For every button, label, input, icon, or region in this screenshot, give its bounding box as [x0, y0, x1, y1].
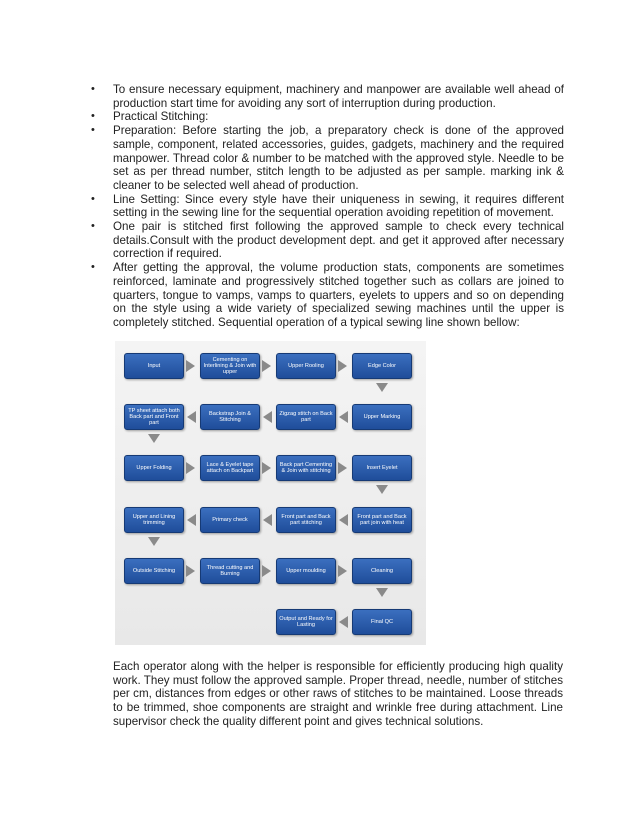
arrow-down-icon — [376, 485, 388, 494]
bullet-icon: • — [91, 261, 95, 274]
arrow-down-icon — [376, 383, 388, 392]
arrow-right-icon — [186, 462, 195, 474]
step-zigzag: Zigzag stitch on Back part — [276, 404, 336, 430]
list-item — [90, 261, 564, 330]
arrow-down-icon — [148, 434, 160, 443]
step-front-back-stitching: Front part and Back part stitching — [276, 507, 336, 533]
bullet-text: One pair is stitched first following the approved sample to check every technical details.Consult with the product development dept. and get it approved after necessary correction if required. — [113, 220, 564, 261]
arrow-left-icon — [339, 616, 348, 628]
bullet-text: Preparation: Before starting the job, a preparatory check is done of the approved sample, component, related accessories, guides, gadgets, machinery and the required manpower. Thread color & number to be matched with the approved style. Needle to be set as per thread number, stitch length to be adjusted as per sample. marking ink & cleaner to be selected well ahead of production. — [113, 124, 564, 192]
sewing-line-flowchart — [115, 341, 426, 645]
step-input: Input — [124, 353, 184, 379]
list-item — [90, 110, 564, 124]
arrow-right-icon — [338, 360, 347, 372]
arrow-down-icon — [148, 537, 160, 546]
bullet-text: To ensure necessary equipment, machinery and manpower are available well ahead of production start time for avoiding any sort of interruption during production. — [113, 83, 564, 110]
list-item — [90, 193, 564, 220]
bullet-icon: • — [91, 192, 95, 205]
step-upper-folding: Upper Folding — [124, 455, 184, 481]
arrow-left-icon — [263, 411, 272, 423]
arrow-left-icon — [187, 411, 196, 423]
closing-paragraph: Each operator along with the helper is responsible for efficiently producing high quality work. They must follow the approved sample. Proper thread, needle, number of stitches per cm, distances from edges or other raws of stitches to be maintained. Loose threads to be trimmed, shoe components are straight and wrinkle free during attachment. Line supervisor check the quality different point and gives technical solutions. — [113, 660, 563, 728]
bullet-text: Practical Stitching: — [113, 110, 209, 124]
arrow-right-icon — [186, 565, 195, 577]
arrow-left-icon — [339, 411, 348, 423]
step-edge-color: Edge Color — [352, 353, 412, 379]
step-upper-marking: Upper Marking — [352, 404, 412, 430]
step-cleaning: Cleaning — [352, 558, 412, 584]
step-upper-moulding: Upper moulding — [276, 558, 336, 584]
arrow-left-icon — [187, 514, 196, 526]
step-lace-eyelet: Lace & Eyelet tape attach on Backpart — [200, 455, 260, 481]
arrow-right-icon — [262, 462, 271, 474]
step-output: Output and Ready for Lasting — [276, 609, 336, 635]
arrow-down-icon — [376, 588, 388, 597]
arrow-left-icon — [339, 514, 348, 526]
arrow-right-icon — [338, 565, 347, 577]
step-front-back-heat: Front part and Back part join with heat — [352, 507, 412, 533]
arrow-right-icon — [262, 360, 271, 372]
list-item — [90, 83, 564, 110]
step-thread-cutting: Thread cutting and Burning — [200, 558, 260, 584]
list-item — [90, 220, 564, 261]
bullet-text: Line Setting: Since every style have their uniqueness in sewing, it requires different setting in the sewing line for the sequential operation avoiding repetition of movement. — [113, 192, 564, 220]
arrow-left-icon — [263, 514, 272, 526]
bullet-list — [90, 83, 564, 330]
arrow-right-icon — [338, 462, 347, 474]
step-backpart-cementing: Back part Cementing & Join with stitching — [276, 455, 336, 481]
arrow-right-icon — [262, 565, 271, 577]
list-item — [90, 124, 564, 193]
bullet-text: After getting the approval, the volume production stats, components are sometimes reinforced, laminate and progressively stitched together such as collars are joined to quarters, tongue to vamps, vamps to quarters, eyelets to uppers and so on depending on the style using a wide variety of specialized sewing machines until the upper is completely stitched. Sequential operation of a typical sewing line shown bellow: — [113, 261, 564, 329]
step-upper-rooling: Upper Rooling — [276, 353, 336, 379]
step-insert-eyelet: Insert Eyelet — [352, 455, 412, 481]
step-outside-stitching: Outside Stitching — [124, 558, 184, 584]
step-upper-lining: Upper and Lining trimming — [124, 507, 184, 533]
bullet-icon: • — [91, 220, 95, 233]
step-backstrap: Backstrap Join & Stitching — [200, 404, 260, 430]
step-cementing: Cementing on Interlining & Join with upper — [200, 353, 260, 379]
bullet-icon: • — [91, 83, 95, 95]
bullet-icon: • — [91, 110, 95, 123]
step-final-qc: Final QC — [352, 609, 412, 635]
step-tp-sheet: TP sheet attach both Back part and Front part — [124, 404, 184, 430]
bullet-icon: • — [91, 124, 95, 137]
arrow-right-icon — [186, 360, 195, 372]
step-primary-check: Primary check — [200, 507, 260, 533]
